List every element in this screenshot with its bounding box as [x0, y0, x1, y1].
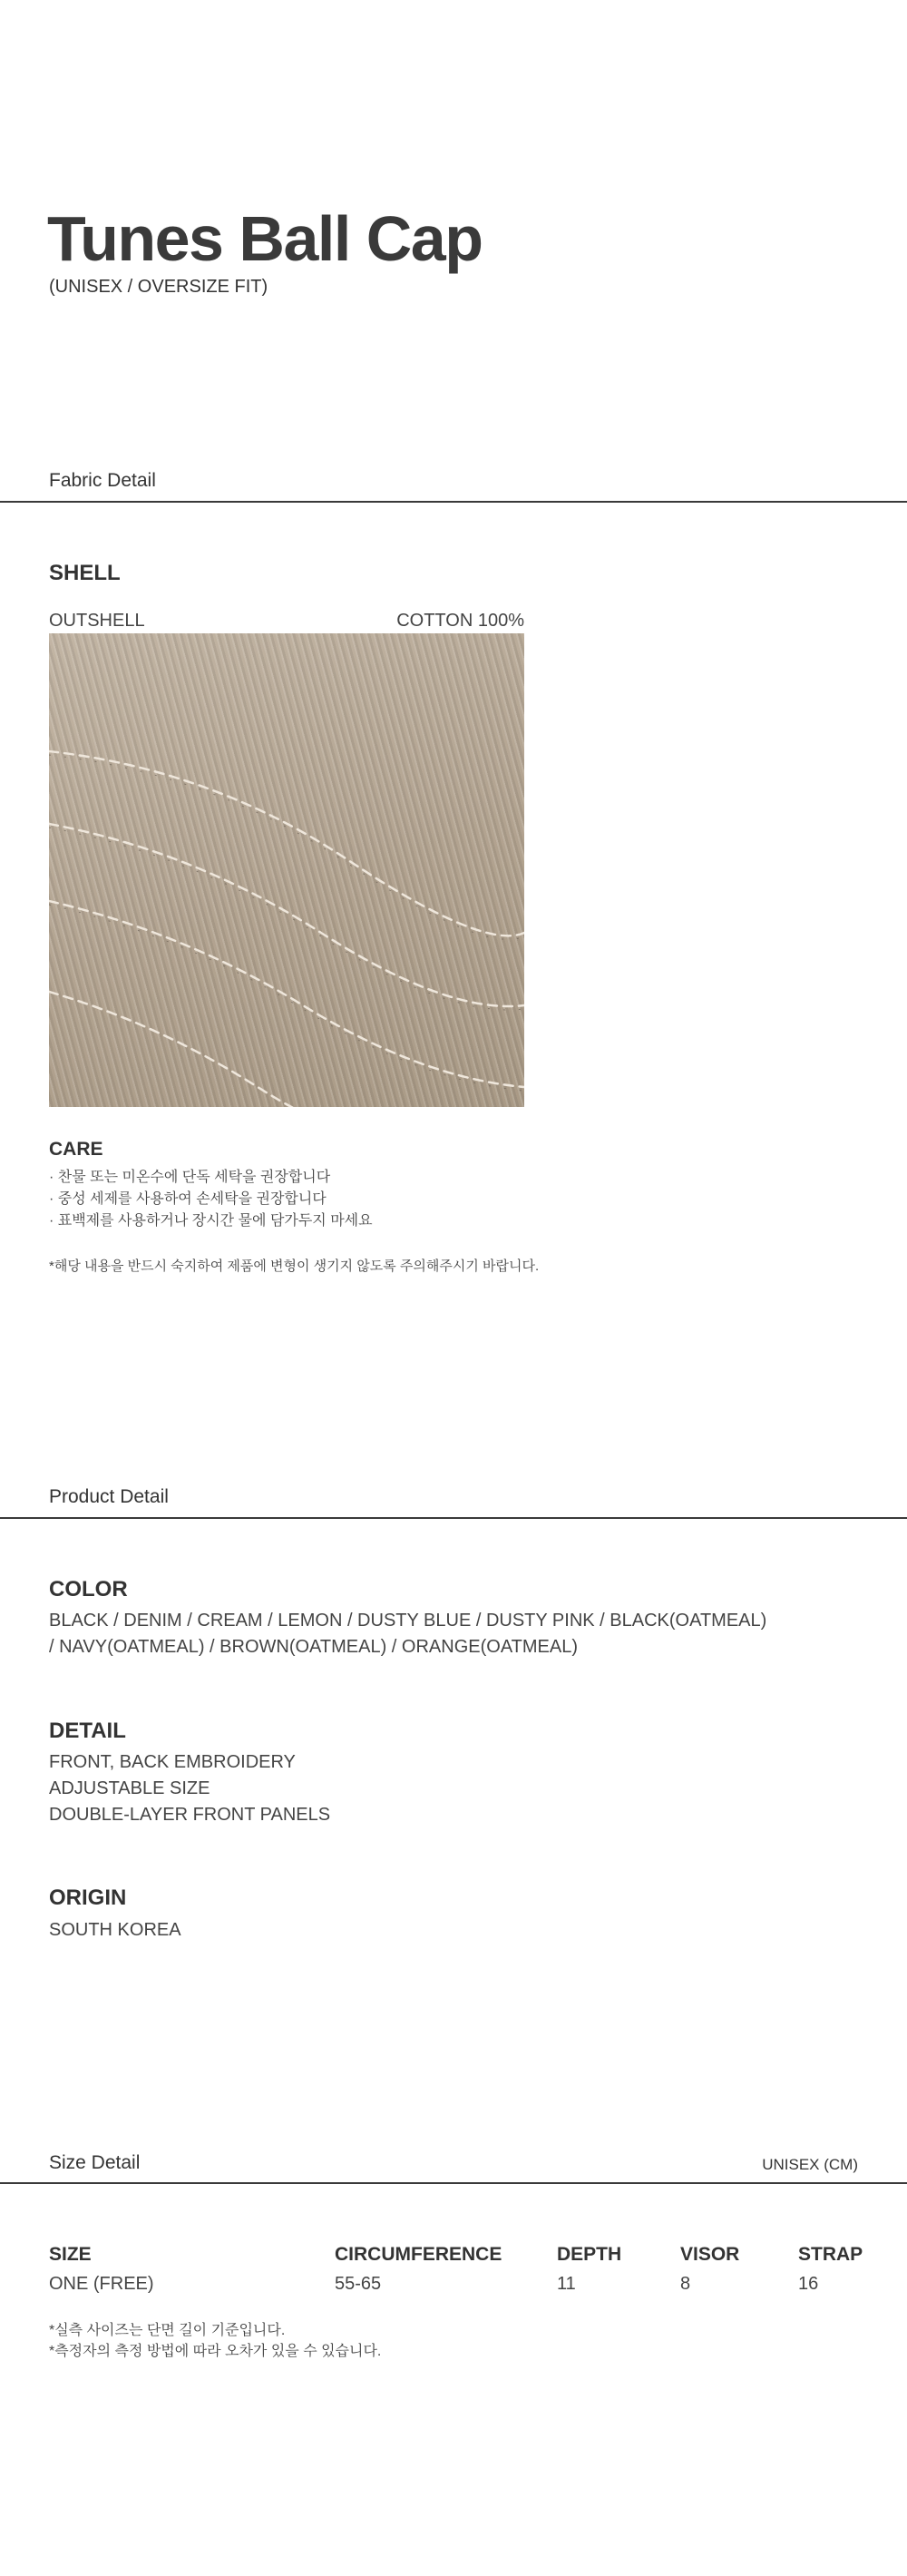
fabric-detail-divider — [0, 501, 907, 503]
fabric-swatch-image — [49, 633, 524, 1107]
size-detail-divider — [0, 2182, 907, 2184]
size-header-depth: DEPTH — [557, 2244, 622, 2265]
product-detail-label: Product Detail — [49, 1486, 169, 1507]
size-value-depth: 11 — [557, 2274, 576, 2294]
care-item: · 표백제를 사용하거나 장시간 물에 담가두지 마세요 — [49, 1213, 373, 1229]
color-heading: COLOR — [49, 1577, 128, 1601]
detail-line: ADJUSTABLE SIZE — [49, 1778, 210, 1798]
care-list — [49, 1167, 373, 1232]
care-heading: CARE — [49, 1139, 103, 1160]
detail-heading: DETAIL — [49, 1719, 126, 1743]
product-detail-divider — [0, 1517, 907, 1519]
size-value-circumference: 55-65 — [335, 2274, 382, 2294]
stitching-lines — [49, 633, 524, 1107]
size-note: *실측 사이즈는 단면 길이 기준입니다. — [49, 2323, 286, 2338]
fabric-detail-label: Fabric Detail — [49, 470, 156, 491]
detail-line: FRONT, BACK EMBROIDERY — [49, 1752, 296, 1772]
color-line: / NAVY(OATMEAL) / BROWN(OATMEAL) / ORANGE(OATMEAL) — [49, 1637, 579, 1657]
size-value-visor: 8 — [680, 2274, 691, 2294]
care-item: · 중성 세제를 사용하여 손세탁을 권장합니다 — [49, 1191, 327, 1207]
color-list — [49, 1608, 766, 1660]
size-header-circumference: CIRCUMFERENCE — [335, 2244, 502, 2265]
size-note: *측정자의 측정 방법에 따라 오차가 있을 수 있습니다. — [49, 2344, 382, 2359]
origin-heading: ORIGIN — [49, 1885, 127, 1910]
detail-list — [49, 1749, 330, 1828]
detail-line: DOUBLE-LAYER FRONT PANELS — [49, 1805, 331, 1825]
size-header-size: SIZE — [49, 2244, 92, 2265]
size-header-strap: STRAP — [798, 2244, 863, 2265]
outshell-value: COTTON 100% — [396, 611, 524, 631]
size-unit-label: UNISEX (CM) — [762, 2156, 858, 2173]
size-value-size: ONE (FREE) — [49, 2274, 154, 2294]
product-title: Tunes Ball Cap — [47, 203, 483, 274]
care-item: · 찬물 또는 미온수에 단독 세탁을 권장합니다 — [49, 1170, 331, 1185]
size-detail-label: Size Detail — [49, 2152, 141, 2173]
size-header-visor: VISOR — [680, 2244, 740, 2265]
size-value-strap: 16 — [798, 2274, 819, 2294]
size-notes — [49, 2320, 381, 2362]
origin-value: SOUTH KOREA — [49, 1920, 181, 1940]
product-subtitle: (UNISEX / OVERSIZE FIT) — [49, 277, 268, 297]
shell-heading: SHELL — [49, 561, 121, 585]
color-line: BLACK / DENIM / CREAM / LEMON / DUSTY BLUE / DUSTY PINK / BLACK(OATMEAL) — [49, 1611, 767, 1631]
care-note: *해당 내용을 반드시 숙지하여 제품에 변형이 생기지 않도록 주의해주시기 바랍니다. — [49, 1259, 540, 1274]
outshell-label: OUTSHELL — [49, 611, 145, 631]
